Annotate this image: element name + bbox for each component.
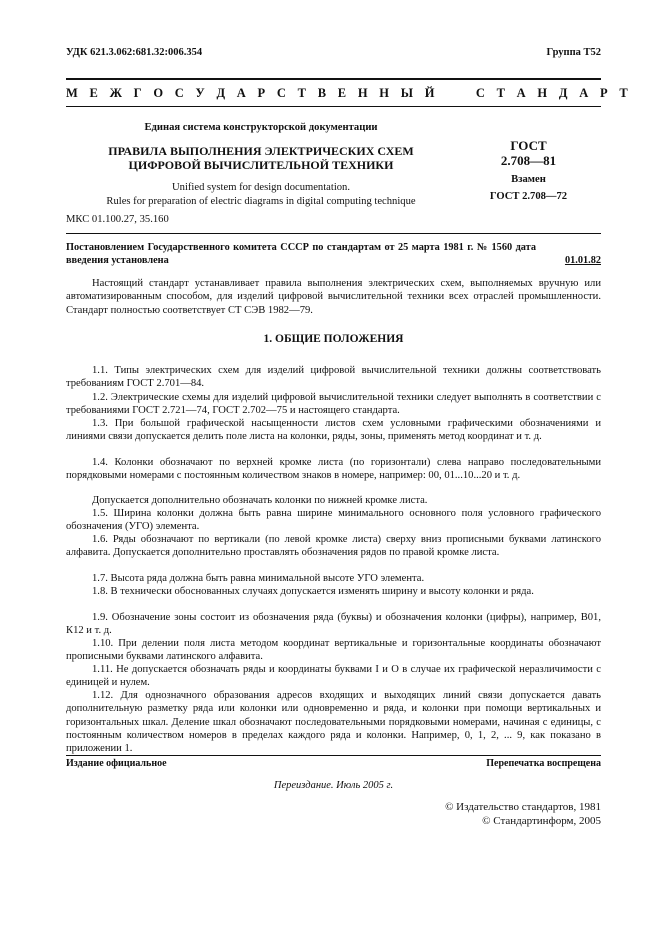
document-title [66, 145, 456, 172]
banner-top-rule [66, 78, 601, 80]
gost-label: ГОСТ [510, 138, 547, 153]
paragraph-1-5: 1.5. Ширина колонки должна быть равна ширине минимального основного поля условного графического обозначения (УГО) элемента. [66, 508, 601, 533]
paragraph-1-10: 1.10. При делении поля листа методом координат вертикальные и горизонтальные координаты обозначают прописными буквами латинского алфавита. [66, 638, 601, 663]
paragraph-1-7: 1.7. Высота ряда должна быть равна минимальной высоте УГО элемента. [92, 573, 425, 584]
paragraph-1-3: 1.3. При большой графической насыщенности листов схем условными графическими обозначениями и линиями связи допускается делить поле листа на колонки, ряды, зоны, применять метод координат и т. д. [66, 418, 601, 443]
paragraph-1-1: 1.1. Типы электрических схем для изделий цифровой вычислительной техники должны соответствовать требованиям ГОСТ 2.701—84. [66, 365, 601, 390]
reprint-forbidden: Перепечатка воспрещена [486, 758, 601, 769]
english-title-line-2: Rules for preparation of electric diagrams in digital computing technique [106, 195, 416, 207]
title-line-2: ЦИФРОВОЙ ВЫЧИСЛИТЕЛЬНОЙ ТЕХНИКИ [128, 157, 394, 172]
paragraph-1-11: 1.11. Не допускается обозначать ряды и координаты буквами I и O в случае их графической неразличимости с единицей и нулем. [66, 664, 601, 689]
standard-banner: М Е Ж Г О С У Д А Р С Т В Е Н Н Ы Й С Т А Н Д А Р Т [66, 86, 632, 100]
copyright-publisher: © Издательство стандартов, 1981 [445, 801, 601, 813]
replaces-number: ГОСТ 2.708—72 [489, 191, 568, 202]
official-edition: Издание официальное [66, 758, 167, 769]
udk-code: УДК 621.3.062:681.32:006.354 [66, 47, 203, 58]
paragraph-1-4: 1.4. Колонки обозначают по верхней кромке листа (по горизонтали) слева направо последовательными порядковыми номерами с постоянным количеством знаков в номере, например: 00, 01...10...20 и т. д. [66, 457, 601, 482]
gost-number: 2.708—81 [500, 153, 557, 168]
footer-rule [66, 755, 601, 756]
mks-code: МКС 01.100.27, 35.160 [66, 214, 169, 225]
intro-paragraph: Настоящий стандарт устанавливает правила выполнения электрических схем, выполняемых вручную или автоматизированным способом, для изделий цифровой вычислительной техники всех отраслей промышленности. Стандарт полностью соответствует СТ СЭВ 1982—79. [66, 278, 601, 316]
paragraph-1-4-note: Допускается дополнительно обозначать колонки по нижней кромке листа. [92, 495, 428, 506]
title-line-1: ПРАВИЛА ВЫПОЛНЕНИЯ ЭЛЕКТРИЧЕСКИХ СХЕМ [108, 144, 414, 158]
paragraph-1-6: 1.6. Ряды обозначают по вертикали (по левой кромке листа) сверху вниз прописными буквами латинского алфавита. Допускается дополнительно проставлять обозначения рядов по правой кромке листа. [66, 534, 601, 559]
reprint-note: Переиздание. Июль 2005 г. [273, 780, 394, 791]
paragraph-1-12: 1.12. Для однозначного образования адресов входящих и выходящих линий связи допускается давать дополнительную разметку ряда или колонки или одновременно и ряда, и колонки при помощи вертикальных и горизонтальных шкал. Деление шкал обозначают последовательными порядковыми номерами, начиная с единицы, с постоянным количеством номеров в пределах каждого ряда и колонки. Например, 0, 1, 2, ... 9, как показано в приложении 1. [66, 690, 601, 755]
replaces-label: Взамен [511, 174, 546, 185]
english-title-line-1: Unified system for design documentation. [172, 182, 350, 193]
paragraph-1-9: 1.9. Обозначение зоны состоит из обозначения ряда (буквы) и обозначения колонки (цифры), например, В01, К12 и т. д. [66, 612, 601, 637]
copyright-block [445, 801, 601, 828]
paragraph-1-8: 1.8. В технически обоснованных случаях допускается изменять ширину и высоту колонки и ряда. [92, 586, 534, 597]
title-block-rule [66, 233, 601, 234]
copyright-standartinform: © Стандартинформ, 2005 [482, 814, 601, 827]
gost-block [456, 138, 601, 168]
section-title: 1. ОБЩИЕ ПОЛОЖЕНИЯ [263, 333, 404, 345]
paragraph-1-2: 1.2. Электрические схемы для изделий цифровой вычислительной техники следует выполнять в соответствии с требованиями ГОСТ 2.721—74, ГОСТ 2.702—75 и настоящего стандарта. [66, 392, 601, 417]
group-code: Группа Т52 [546, 47, 601, 58]
replaces-block [456, 171, 601, 205]
banner-bottom-rule [66, 106, 601, 107]
decree-date: 01.01.82 [564, 254, 601, 266]
decree-text: Постановлением Государственного комитета СССР по стандартам от 25 марта 1981 г. № 1560 дата введения установлена [66, 242, 536, 266]
system-name: Единая система конструкторской документации [144, 122, 378, 133]
english-title [66, 181, 456, 208]
